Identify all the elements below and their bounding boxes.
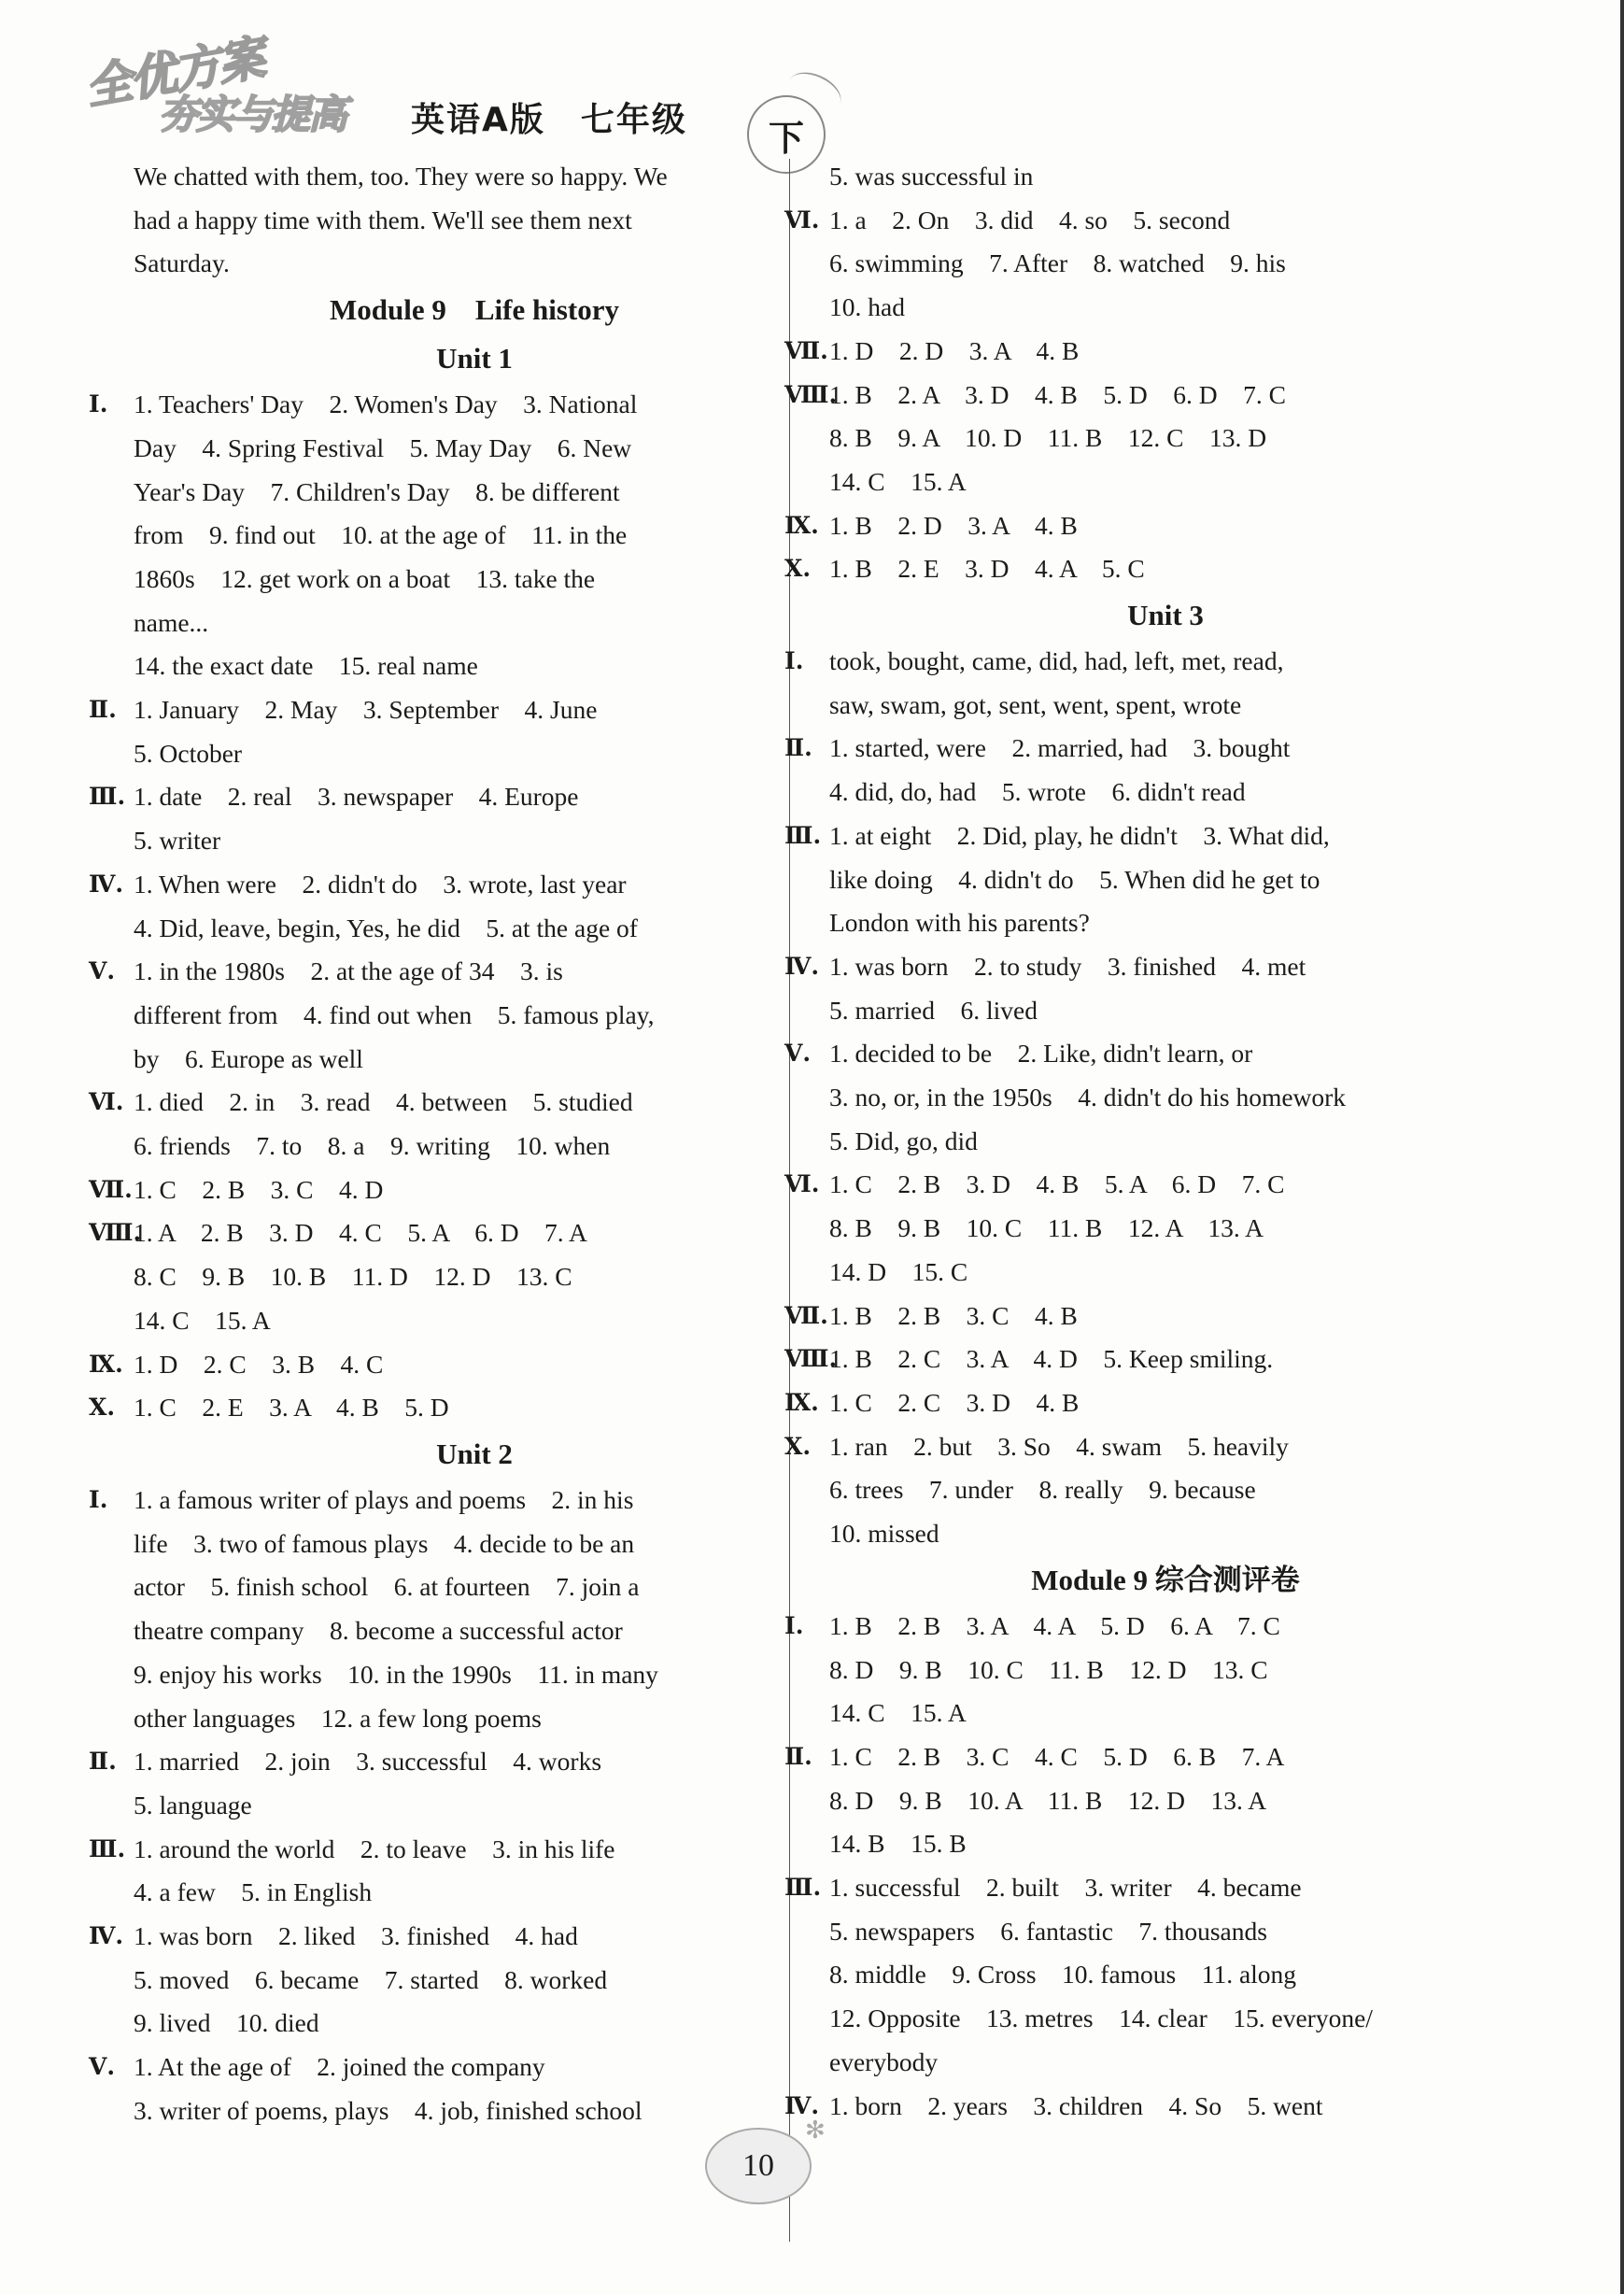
answer-line xyxy=(784,330,1502,374)
answer-line xyxy=(89,950,815,994)
answer-line xyxy=(784,374,1502,418)
answer-text: 6. trees 7. under 8. really 9. because xyxy=(829,1475,1256,1505)
section-numeral: Ⅲ. xyxy=(784,821,822,849)
answer-line xyxy=(134,1609,815,1653)
answer-line xyxy=(134,1653,815,1697)
answer-line xyxy=(89,1479,815,1522)
answer-line xyxy=(829,901,1502,945)
left-column xyxy=(89,155,815,2133)
answer-line xyxy=(134,1959,815,2003)
answer-text: 1. C 2. B 3. D 4. B 5. A 6. D 7. C xyxy=(829,1169,1285,1199)
answer-line xyxy=(829,1468,1502,1512)
answer-text: 1. B 2. C 3. A 4. D 5. Keep smiling. xyxy=(829,1344,1274,1374)
answer-line xyxy=(829,242,1502,286)
answer-text: took, bought, came, did, had, left, met, read, xyxy=(829,646,1284,676)
answer-line xyxy=(89,1081,815,1125)
answer-text: Day 4. Spring Festival 5. May Day 6. New xyxy=(134,432,632,462)
section-numeral: Ⅹ. xyxy=(784,1432,812,1460)
answer-line xyxy=(829,1692,1502,1735)
answer-text: Saturday. xyxy=(134,248,230,278)
answer-text: 1. B 2. B 3. A 4. A 5. D 6. A 7. C xyxy=(829,1610,1280,1640)
answer-line xyxy=(784,1866,1502,1910)
section-numeral: Ⅰ. xyxy=(89,1485,108,1513)
answer-line xyxy=(89,2046,815,2089)
section-numeral: Ⅸ. xyxy=(89,1350,123,1378)
answer-line xyxy=(784,1605,1502,1649)
section-numeral: Ⅲ. xyxy=(89,783,126,811)
section-numeral: Ⅱ. xyxy=(89,696,117,724)
answer-text: 1. B 2. B 3. C 4. B xyxy=(829,1300,1078,1330)
book-title: 英语A版 七年级 xyxy=(411,101,687,139)
answer-line xyxy=(89,1386,815,1430)
answer-text: 14. the exact date 15. real name xyxy=(134,651,478,681)
answer-line xyxy=(134,1038,815,1082)
answer-line xyxy=(134,1299,815,1343)
answer-line xyxy=(784,814,1502,858)
answer-line xyxy=(134,427,815,471)
answer-text: 6. swimming 7. After 8. watched 9. his xyxy=(829,248,1286,278)
section-heading: Unit 1 xyxy=(436,342,513,375)
answer-text: 1. C 2. B 3. C 4. C 5. D 6. B 7. A xyxy=(829,1741,1285,1771)
section-heading: Unit 3 xyxy=(1127,599,1204,632)
section-numeral: Ⅹ. xyxy=(89,1394,116,1422)
answer-line xyxy=(134,1125,815,1168)
answer-line xyxy=(134,1697,815,1741)
section-numeral: Ⅲ. xyxy=(89,1834,126,1862)
section-numeral: Ⅱ. xyxy=(784,1742,812,1770)
answer-line xyxy=(784,1381,1502,1425)
answer-line xyxy=(784,640,1502,684)
section-numeral: Ⅵ. xyxy=(784,205,820,234)
section-numeral: Ⅶ. xyxy=(89,1175,133,1203)
answer-line xyxy=(829,1822,1502,1866)
answer-line xyxy=(784,945,1502,989)
answer-text: 1. died 2. in 3. read 4. between 5. studied xyxy=(134,1087,633,1117)
answer-line xyxy=(134,907,815,951)
answer-text: 1. a 2. On 3. did 4. so 5. second xyxy=(829,205,1231,234)
answer-text: 1. started, were 2. married, had 3. bought xyxy=(829,733,1291,763)
answer-line xyxy=(784,1425,1502,1469)
answer-line xyxy=(784,2085,1502,2129)
answer-line xyxy=(134,732,815,776)
section-numeral: Ⅵ. xyxy=(784,1170,820,1198)
answer-text: 1. January 2. May 3. September 4. June xyxy=(134,695,598,725)
answer-line xyxy=(829,417,1502,460)
section-numeral: Ⅱ. xyxy=(89,1748,117,1776)
answer-text: saw, swam, got, sent, went, spent, wrote xyxy=(829,689,1242,719)
answer-text: 1. date 2. real 3. newspaper 4. Europe xyxy=(134,782,579,812)
answer-text: 1. decided to be 2. Like, didn't learn, or xyxy=(829,1039,1253,1069)
answer-line xyxy=(784,727,1502,771)
answer-line xyxy=(134,2089,815,2133)
answer-line xyxy=(134,1565,815,1609)
answer-text: 5. October xyxy=(134,738,243,768)
answer-line xyxy=(134,1255,815,1299)
answer-text: 8. B 9. B 10. C 11. B 12. A 13. A xyxy=(829,1213,1264,1243)
answer-line xyxy=(829,1649,1502,1692)
section-numeral: Ⅱ. xyxy=(784,734,812,762)
section-numeral: Ⅷ. xyxy=(784,380,838,408)
answer-line xyxy=(134,1871,815,1915)
answer-text: 1. C 2. C 3. D 4. B xyxy=(829,1387,1080,1417)
answer-text: life 3. two of famous plays 4. decide to be an xyxy=(134,1528,635,1558)
section-numeral: Ⅷ. xyxy=(784,1345,838,1373)
logo-line-1: 全优方案 xyxy=(81,31,268,115)
answer-line xyxy=(134,819,815,863)
answer-line xyxy=(829,1910,1502,1954)
answer-line xyxy=(829,858,1502,902)
answer-line xyxy=(829,771,1502,814)
answer-text: 1. C 2. E 3. A 4. B 5. D xyxy=(134,1393,449,1423)
answer-line xyxy=(829,1779,1502,1823)
section-heading: Module 9 Life history xyxy=(330,293,619,327)
series-logo xyxy=(81,28,364,140)
volume-badge-label: 下 xyxy=(768,117,804,159)
answer-text: 8. B 9. A 10. D 11. B 12. C 13. D xyxy=(829,423,1267,453)
answer-text: had a happy time with them. We'll see them next xyxy=(134,205,632,234)
answer-line xyxy=(829,155,1502,199)
answer-line xyxy=(784,1295,1502,1338)
section-numeral: Ⅶ. xyxy=(784,1301,828,1329)
answer-text: by 6. Europe as well xyxy=(134,1043,363,1073)
answer-text: 5. language xyxy=(134,1790,252,1820)
logo-line-2: 夯实与提高 xyxy=(159,94,346,137)
answer-line xyxy=(89,1828,815,1872)
answer-text: 9. enjoy his works 10. in the 1990s 11. in many xyxy=(134,1659,658,1689)
answer-line xyxy=(784,1338,1502,1381)
answer-text: theatre company 8. become a successful actor xyxy=(134,1616,623,1646)
answer-text: 14. C 15. A xyxy=(134,1305,271,1335)
paragraph-line xyxy=(134,155,815,199)
section-numeral: Ⅳ. xyxy=(784,952,820,980)
section-numeral: Ⅷ. xyxy=(89,1219,142,1247)
answer-line xyxy=(134,1784,815,1828)
answer-text: We chatted with them, too. They were so happy. We xyxy=(134,162,668,191)
answer-text: 1. C 2. B 3. C 4. D xyxy=(134,1174,384,1204)
answer-text: 9. lived 10. died xyxy=(134,2008,319,2038)
answer-text: 14. C 15. A xyxy=(829,1698,967,1728)
answer-line xyxy=(784,199,1502,243)
answer-text: 1. At the age of 2. joined the company xyxy=(134,2052,545,2082)
answer-text: name... xyxy=(134,607,209,637)
section-numeral: Ⅳ. xyxy=(89,1922,124,1950)
answer-text: 4. a few 5. in English xyxy=(134,1877,373,1907)
answer-text: 1. D 2. D 3. A 4. B xyxy=(829,335,1080,365)
section-numeral: Ⅰ. xyxy=(784,1611,804,1639)
page-header xyxy=(0,0,1624,168)
answer-line xyxy=(89,383,815,427)
answer-text: 14. B 15. B xyxy=(829,1829,967,1859)
section-numeral: Ⅴ. xyxy=(89,2053,116,2081)
answer-line xyxy=(829,1120,1502,1164)
section-numeral: Ⅳ. xyxy=(89,870,124,898)
answer-line xyxy=(829,1512,1502,1556)
answer-text: 1. in the 1980s 2. at the age of 34 3. is xyxy=(134,956,563,986)
answer-text: 3. no, or, in the 1950s 4. didn't do his homework xyxy=(829,1083,1347,1112)
answer-text: 8. D 9. B 10. C 11. B 12. D 13. C xyxy=(829,1654,1268,1684)
answer-text: 1. Teachers' Day 2. Women's Day 3. National xyxy=(134,389,638,419)
answer-line xyxy=(134,602,815,645)
answer-line xyxy=(134,644,815,688)
answer-line xyxy=(784,1163,1502,1207)
answer-text: London with his parents? xyxy=(829,908,1090,938)
answer-line xyxy=(89,1740,815,1784)
answer-text: 1. successful 2. built 3. writer 4. became xyxy=(829,1873,1302,1903)
answer-text: 1. around the world 2. to leave 3. in his life xyxy=(134,1834,615,1863)
answer-line xyxy=(784,547,1502,591)
section-numeral: Ⅵ. xyxy=(89,1088,124,1116)
answer-text: 4. Did, leave, begin, Yes, he did 5. at the age of xyxy=(134,913,638,942)
section-heading: Unit 2 xyxy=(436,1437,513,1470)
answer-text: 1. at eight 2. Did, play, he didn't 3. What did, xyxy=(829,820,1330,850)
answer-text: 3. writer of poems, plays 4. job, finished school xyxy=(134,2095,643,2125)
answer-text: 10. had xyxy=(829,292,905,322)
section-numeral: Ⅰ. xyxy=(784,647,804,675)
answer-text: 1. was born 2. liked 3. finished 4. had xyxy=(134,1921,578,1951)
answer-text: 1. D 2. C 3. B 4. C xyxy=(134,1349,384,1379)
answer-line xyxy=(784,1735,1502,1779)
answer-line xyxy=(829,1997,1502,2041)
page-number: 10 xyxy=(742,2148,774,2183)
answer-line xyxy=(784,504,1502,548)
answer-text: 8. D 9. B 10. A 11. B 12. D 13. A xyxy=(829,1785,1267,1815)
answer-text: 1. a famous writer of plays and poems 2. in his xyxy=(134,1484,634,1514)
answer-text: everybody xyxy=(829,2046,939,2076)
answer-text: 1. married 2. join 3. successful 4. works xyxy=(134,1747,602,1777)
answer-text: 1. B 2. E 3. D 4. A 5. C xyxy=(829,554,1145,584)
answer-line xyxy=(829,1251,1502,1295)
section-numeral: Ⅰ. xyxy=(89,390,108,418)
page-edge xyxy=(1620,0,1624,2294)
answer-text: 5. moved 6. became 7. started 8. worked xyxy=(134,1964,608,1994)
section-numeral: Ⅲ. xyxy=(784,1874,822,1902)
answer-line xyxy=(134,514,815,558)
answer-line xyxy=(89,1343,815,1387)
answer-line xyxy=(89,1211,815,1255)
answer-text: Year's Day 7. Children's Day 8. be different xyxy=(134,476,620,506)
answer-line xyxy=(89,1168,815,1212)
answer-text: different from 4. find out when 5. famous play, xyxy=(134,999,655,1029)
paragraph-line xyxy=(134,199,815,243)
answer-text: 14. C 15. A xyxy=(829,466,967,496)
answer-line xyxy=(134,1522,815,1566)
answer-line xyxy=(829,989,1502,1033)
answer-text: 1. was born 2. to study 3. finished 4. met xyxy=(829,951,1306,981)
answer-text: 5. writer xyxy=(134,826,221,856)
section-numeral: Ⅶ. xyxy=(784,336,828,364)
answer-line xyxy=(89,688,815,732)
section-numeral: Ⅴ. xyxy=(784,1040,812,1068)
star-decoration: ✻ xyxy=(805,2117,826,2144)
answer-text: 14. D 15. C xyxy=(829,1256,968,1286)
right-column xyxy=(784,155,1502,2128)
answer-text: 8. C 9. B 10. B 11. D 12. D 13. C xyxy=(134,1262,572,1292)
answer-text: 1. B 2. D 3. A 4. B xyxy=(829,510,1078,540)
answer-line xyxy=(134,994,815,1038)
answer-text: from 9. find out 10. at the age of 11. in the xyxy=(134,520,628,550)
answer-text: 5. newspapers 6. fantastic 7. thousands xyxy=(829,1916,1267,1946)
answer-text: 1. A 2. B 3. D 4. C 5. A 6. D 7. A xyxy=(134,1218,587,1248)
answer-text: 5. married 6. lived xyxy=(829,995,1038,1025)
answer-line xyxy=(134,558,815,602)
answer-line xyxy=(134,471,815,515)
answer-text: 10. missed xyxy=(829,1519,939,1549)
section-numeral: Ⅴ. xyxy=(89,957,116,985)
answer-line xyxy=(784,1032,1502,1076)
page-number-badge xyxy=(705,2128,812,2204)
answer-line xyxy=(829,286,1502,330)
answer-line xyxy=(89,1915,815,1959)
answer-text: 1. ran 2. but 3. So 4. swam 5. heavily xyxy=(829,1431,1289,1461)
answer-line xyxy=(89,775,815,819)
answer-text: 8. middle 9. Cross 10. famous 11. along xyxy=(829,1960,1297,1990)
answer-line xyxy=(829,1953,1502,1997)
section-numeral: Ⅸ. xyxy=(784,1388,819,1416)
answer-text: 5. was successful in xyxy=(829,162,1034,191)
answer-text: 1. born 2. years 3. children 4. So 5. went xyxy=(829,2090,1323,2120)
answer-text: 1860s 12. get work on a boat 13. take the xyxy=(134,563,596,593)
answer-text: like doing 4. didn't do 5. When did he get to xyxy=(829,864,1320,894)
answer-line xyxy=(89,863,815,907)
answer-line xyxy=(829,1076,1502,1120)
answer-text: 1. B 2. A 3. D 4. B 5. D 6. D 7. C xyxy=(829,379,1286,409)
section-heading: Module 9 综合测评卷 xyxy=(1031,1563,1300,1596)
answer-text: 6. friends 7. to 8. a 9. writing 10. when xyxy=(134,1131,611,1161)
answer-text: 5. Did, go, did xyxy=(829,1126,978,1155)
answer-line xyxy=(829,684,1502,728)
answer-line xyxy=(829,2041,1502,2085)
answer-text: other languages 12. a few long poems xyxy=(134,1703,542,1733)
section-numeral: Ⅸ. xyxy=(784,511,819,539)
section-numeral: Ⅳ. xyxy=(784,2091,820,2119)
answer-text: actor 5. finish school 6. at fourteen 7. join a xyxy=(134,1572,640,1602)
answer-line xyxy=(134,2002,815,2046)
answer-line xyxy=(829,460,1502,504)
section-numeral: Ⅹ. xyxy=(784,555,812,583)
answer-text: 4. did, do, had 5. wrote 6. didn't read xyxy=(829,777,1246,807)
answer-line xyxy=(829,1207,1502,1251)
paragraph-line xyxy=(134,242,815,286)
answer-text: 1. When were 2. didn't do 3. wrote, last year xyxy=(134,869,627,899)
answer-text: 12. Opposite 13. metres 14. clear 15. everyone/ xyxy=(829,2004,1373,2033)
